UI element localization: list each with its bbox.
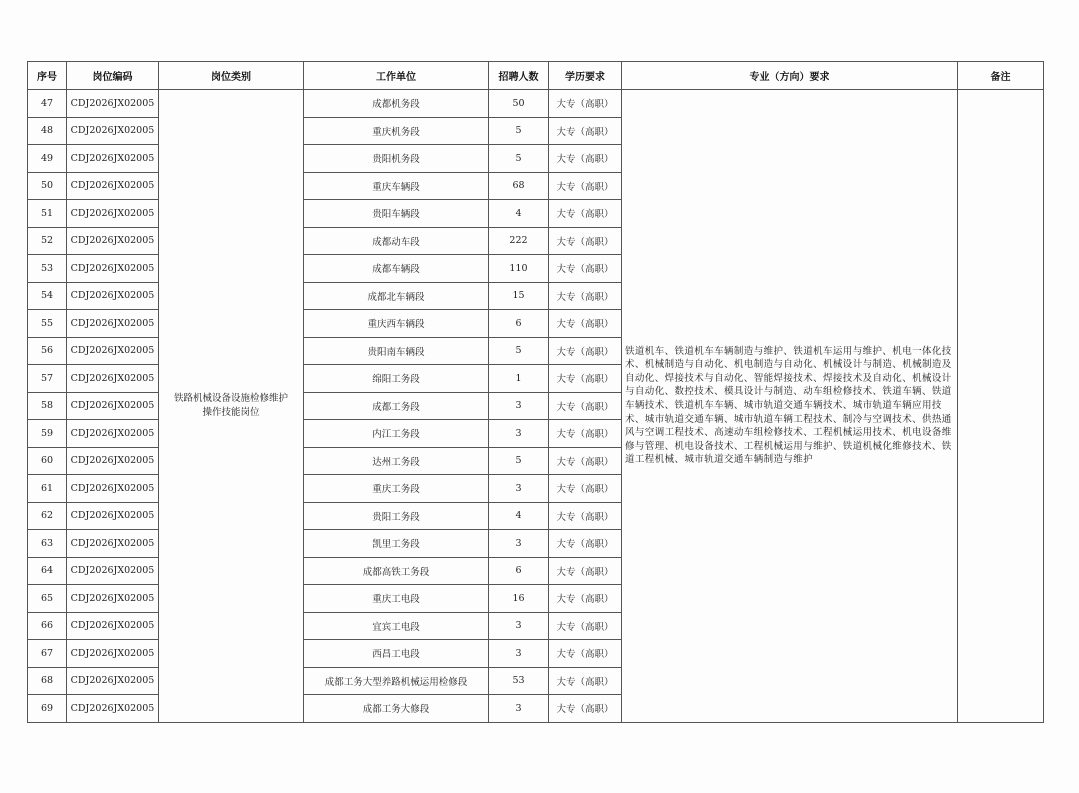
cell-count: 5 [489, 337, 549, 365]
cell-education: 大专（高职） [549, 530, 622, 558]
cell-count: 16 [489, 585, 549, 613]
cell-no: 48 [28, 117, 67, 145]
header-code: 岗位编码 [67, 62, 159, 90]
cell-education: 大专（高职） [549, 337, 622, 365]
cell-count: 3 [489, 530, 549, 558]
header-education: 学历要求 [549, 62, 622, 90]
cell-count: 3 [489, 612, 549, 640]
cell-education: 大专（高职） [549, 695, 622, 723]
cell-education: 大专（高职） [549, 90, 622, 118]
cell-remark [958, 90, 1044, 723]
cell-code: CDJ2026JX02005 [67, 255, 159, 283]
cell-unit: 成都北车辆段 [304, 282, 489, 310]
cell-education: 大专（高职） [549, 310, 622, 338]
cell-unit: 成都工务大修段 [304, 695, 489, 723]
cell-education: 大专（高职） [549, 172, 622, 200]
cell-code: CDJ2026JX02005 [67, 365, 159, 393]
cell-no: 67 [28, 640, 67, 668]
cell-code: CDJ2026JX02005 [67, 200, 159, 228]
cell-no: 63 [28, 530, 67, 558]
cell-major-requirement: 铁道机车、铁道机车车辆制造与维护、铁道机车运用与维护、机电一体化技术、机械制造与自动化、机电制造与自动化、机械设计与制造、机械制造及自动化、焊接技术与自动化、智能焊接技术、焊接技术及自动化、机械设计与自动化、数控技术、模具设计与制造、动车组检修技术、铁道车辆、铁道车辆技术、铁道机车车辆、城市轨道交通车辆技术、城市轨道车辆应用技术、城市轨道交通车辆、城市轨道车辆工程技术、制冷与空调技术、供热通风与空调工程技术、高速动车组检修技术、工程机械运用技术、机电设备维修与管理、机电设备技术、工程机械运用与维护、铁道机械化维修技术、铁道工程机械、城市轨道交通车辆制造与维护 [622, 90, 958, 723]
cell-unit: 成都工务大型养路机械运用检修段 [304, 667, 489, 695]
cell-education: 大专（高职） [549, 447, 622, 475]
cell-unit: 宜宾工电段 [304, 612, 489, 640]
recruitment-table [27, 61, 1044, 723]
cell-code: CDJ2026JX02005 [67, 420, 159, 448]
cell-code: CDJ2026JX02005 [67, 695, 159, 723]
header-row [28, 62, 1044, 90]
cell-unit: 贵阳车辆段 [304, 200, 489, 228]
cell-count: 3 [489, 392, 549, 420]
cell-code: CDJ2026JX02005 [67, 585, 159, 613]
cell-unit: 贵阳工务段 [304, 502, 489, 530]
table-body [28, 90, 1044, 723]
cell-code: CDJ2026JX02005 [67, 557, 159, 585]
cell-category: 铁路机械设备设施检修维护操作技能岗位 [159, 90, 304, 723]
cell-unit: 重庆西车辆段 [304, 310, 489, 338]
header-unit: 工作单位 [304, 62, 489, 90]
cell-count: 4 [489, 200, 549, 228]
cell-count: 3 [489, 475, 549, 503]
cell-unit: 重庆工电段 [304, 585, 489, 613]
cell-education: 大专（高职） [549, 282, 622, 310]
cell-count: 222 [489, 227, 549, 255]
cell-code: CDJ2026JX02005 [67, 337, 159, 365]
header-category: 岗位类别 [159, 62, 304, 90]
cell-unit: 重庆车辆段 [304, 172, 489, 200]
cell-no: 64 [28, 557, 67, 585]
cell-unit: 凯里工务段 [304, 530, 489, 558]
cell-count: 68 [489, 172, 549, 200]
cell-education: 大专（高职） [549, 420, 622, 448]
cell-count: 3 [489, 420, 549, 448]
cell-no: 60 [28, 447, 67, 475]
cell-no: 58 [28, 392, 67, 420]
cell-unit: 贵阳机务段 [304, 145, 489, 173]
cell-count: 50 [489, 90, 549, 118]
cell-no: 47 [28, 90, 67, 118]
cell-no: 52 [28, 227, 67, 255]
cell-education: 大专（高职） [549, 475, 622, 503]
cell-code: CDJ2026JX02005 [67, 145, 159, 173]
cell-no: 51 [28, 200, 67, 228]
cell-no: 54 [28, 282, 67, 310]
cell-no: 66 [28, 612, 67, 640]
cell-count: 3 [489, 695, 549, 723]
cell-code: CDJ2026JX02005 [67, 172, 159, 200]
cell-count: 5 [489, 447, 549, 475]
cell-education: 大专（高职） [549, 145, 622, 173]
cell-code: CDJ2026JX02005 [67, 227, 159, 255]
cell-education: 大专（高职） [549, 392, 622, 420]
cell-unit: 重庆机务段 [304, 117, 489, 145]
cell-unit: 贵阳南车辆段 [304, 337, 489, 365]
cell-code: CDJ2026JX02005 [67, 640, 159, 668]
cell-no: 49 [28, 145, 67, 173]
cell-code: CDJ2026JX02005 [67, 310, 159, 338]
cell-count: 53 [489, 667, 549, 695]
cell-education: 大专（高职） [549, 612, 622, 640]
cell-education: 大专（高职） [549, 640, 622, 668]
cell-no: 62 [28, 502, 67, 530]
cell-count: 5 [489, 145, 549, 173]
cell-no: 68 [28, 667, 67, 695]
cell-code: CDJ2026JX02005 [67, 447, 159, 475]
cell-count: 15 [489, 282, 549, 310]
cell-no: 55 [28, 310, 67, 338]
cell-unit: 绵阳工务段 [304, 365, 489, 393]
cell-code: CDJ2026JX02005 [67, 502, 159, 530]
header-remark: 备注 [958, 62, 1044, 90]
cell-unit: 成都工务段 [304, 392, 489, 420]
cell-code: CDJ2026JX02005 [67, 530, 159, 558]
cell-no: 56 [28, 337, 67, 365]
cell-no: 53 [28, 255, 67, 283]
cell-code: CDJ2026JX02005 [67, 612, 159, 640]
cell-code: CDJ2026JX02005 [67, 667, 159, 695]
cell-education: 大专（高职） [549, 365, 622, 393]
cell-code: CDJ2026JX02005 [67, 282, 159, 310]
cell-count: 5 [489, 117, 549, 145]
cell-unit: 内江工务段 [304, 420, 489, 448]
cell-unit: 西昌工电段 [304, 640, 489, 668]
table-row [28, 90, 1044, 118]
cell-code: CDJ2026JX02005 [67, 90, 159, 118]
cell-count: 6 [489, 557, 549, 585]
cell-no: 65 [28, 585, 67, 613]
cell-education: 大专（高职） [549, 557, 622, 585]
cell-unit: 重庆工务段 [304, 475, 489, 503]
cell-education: 大专（高职） [549, 227, 622, 255]
cell-education: 大专（高职） [549, 255, 622, 283]
cell-no: 61 [28, 475, 67, 503]
cell-education: 大专（高职） [549, 200, 622, 228]
cell-education: 大专（高职） [549, 117, 622, 145]
header-count: 招聘人数 [489, 62, 549, 90]
cell-count: 1 [489, 365, 549, 393]
cell-unit: 成都机务段 [304, 90, 489, 118]
cell-unit: 成都高铁工务段 [304, 557, 489, 585]
cell-count: 4 [489, 502, 549, 530]
cell-count: 110 [489, 255, 549, 283]
header-major: 专业（方向）要求 [622, 62, 958, 90]
cell-unit: 成都车辆段 [304, 255, 489, 283]
cell-no: 59 [28, 420, 67, 448]
cell-unit: 成都动车段 [304, 227, 489, 255]
cell-no: 50 [28, 172, 67, 200]
cell-code: CDJ2026JX02005 [67, 117, 159, 145]
cell-count: 3 [489, 640, 549, 668]
cell-code: CDJ2026JX02005 [67, 475, 159, 503]
cell-no: 57 [28, 365, 67, 393]
cell-education: 大专（高职） [549, 667, 622, 695]
cell-code: CDJ2026JX02005 [67, 392, 159, 420]
cell-no: 69 [28, 695, 67, 723]
cell-education: 大专（高职） [549, 502, 622, 530]
cell-count: 6 [489, 310, 549, 338]
cell-unit: 达州工务段 [304, 447, 489, 475]
header-no: 序号 [28, 62, 67, 90]
cell-education: 大专（高职） [549, 585, 622, 613]
